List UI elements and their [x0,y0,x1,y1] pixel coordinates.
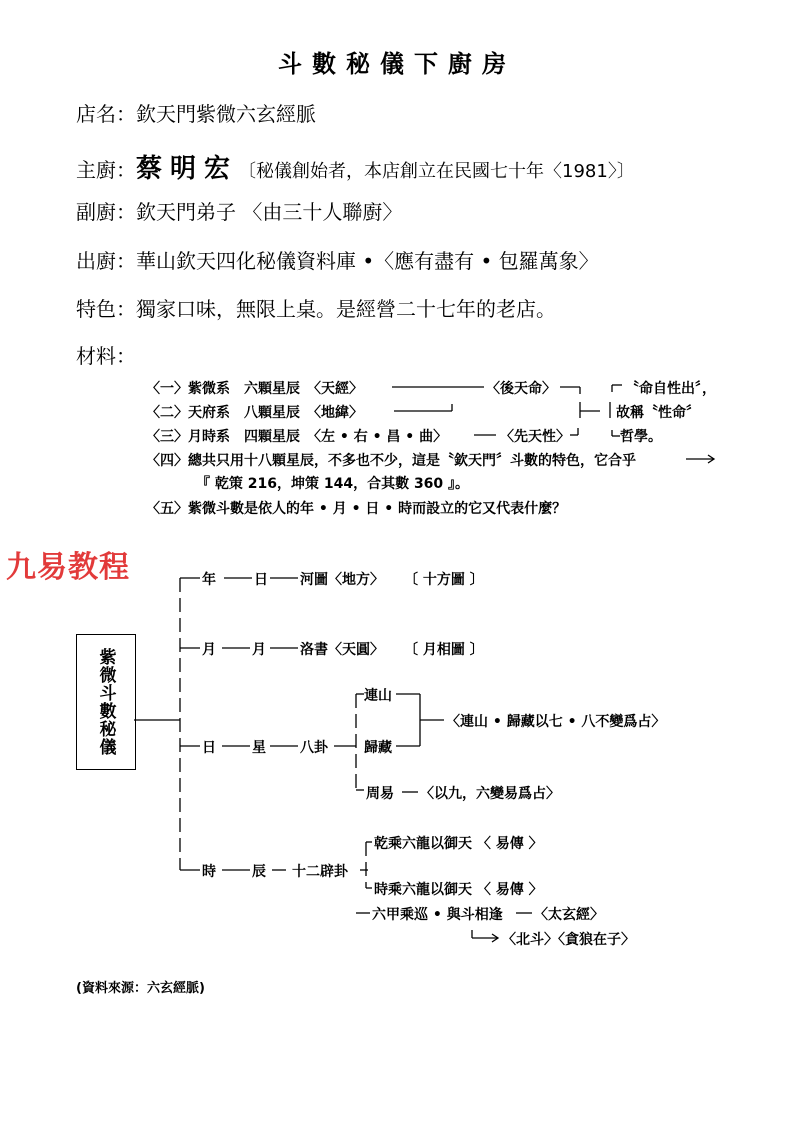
serve-line: 出廚：華山欽天四化秘儀資料庫 •〈應有盡有 • 包羅萬象〉 [76,249,599,273]
head-chef-label: 主廚： [76,158,136,182]
label-day-2: 日 [202,740,216,756]
page-title: 斗數秘儀下廚房 [278,50,516,78]
head-chef-name: 蔡明宏 [136,154,239,184]
materials-label: 材料： [76,344,136,368]
label-luoshu-note: 〔 月相圖 〕 [404,642,484,658]
label-hour: 時 [202,864,216,880]
label-qian: 乾乘六龍以御天 〈 易傳 〉 [374,836,543,852]
material-right-1: 〝命自性出〞， [625,381,716,397]
label-shicheng: 時乘六龍以御天 〈 易傳 〉 [374,882,543,898]
material-4: 〈四〉總共只用十八顆星辰，不多也不少，這是〝欽天門〞斗數的特色，它合乎 [146,453,636,469]
material-right-3: 哲學。 [620,429,662,445]
ziwei-box-label: 紫微斗數秘儀 [95,648,116,756]
material-1-tail: 〈後天命〉 [486,381,556,397]
label-bagua: 八卦 [300,740,328,756]
head-chef-note: 〔秘儀創始者，本店創立在民國七十年〈1981〉〕 [238,161,635,182]
feature-line: 特色：獨家口味，無限上桌。是經營二十七年的老店。 [76,297,556,321]
label-lianshan: 連山 [364,688,392,704]
label-guizang: 歸藏 [364,740,392,756]
label-liujia: 六甲乘巡 • 與斗相逢 [372,907,503,923]
material-1: 〈一〉紫微系 六顆星辰 〈天經〉 [146,381,363,397]
material-3-tail: 〈先天性〉 [500,429,570,445]
material-4-formula: 『 乾策 216，坤策 144，合其數 360 』。 [196,476,470,492]
material-right-2: 故稱〝性命〞 [616,405,700,421]
label-hetu-note: 〔 十方圖 〕 [404,572,484,588]
label-chen: 辰 [252,864,266,880]
label-beidou: 〈北斗〉〈貪狼在子〉 [502,932,635,948]
label-year: 年 [202,572,216,588]
label-month-2: 月 [252,642,266,658]
sous-chef: 副廚：欽天門弟子 〈由三十人聯廚〉 [76,200,403,224]
label-bigua: 十二辟卦 [292,864,348,880]
watermark-logo: 九易教程 [6,550,130,585]
label-taixuan: 〈太玄經〉 [534,907,604,923]
material-5: 〈五〉紫微斗數是依人的年 • 月 • 日 • 時而設立的它又代表什麼？ [146,501,567,517]
label-zhouyi-note: 〈以九，六變易爲占〉 [420,786,560,802]
label-hetu: 河圖〈地方〉 [300,572,384,588]
label-day-1: 日 [254,572,268,588]
label-month-1: 月 [202,642,216,658]
source-note: (資料來源：六玄經脈) [76,981,205,996]
label-zhouyi: 周易 [366,786,394,802]
label-star: 星 [252,740,266,756]
material-2: 〈二〉天府系 八顆星辰 〈地緯〉 [146,405,363,421]
shop-name: 店名：欽天門紫微六玄經脈 [76,102,316,126]
label-luoshu: 洛書〈天圓〉 [300,642,384,658]
material-3: 〈三〉月時系 四顆星辰 〈左 • 右 • 昌 • 曲〉 [146,429,448,445]
label-lianshan-note: 〈連山 • 歸藏以七 • 八不變爲占〉 [446,714,666,730]
